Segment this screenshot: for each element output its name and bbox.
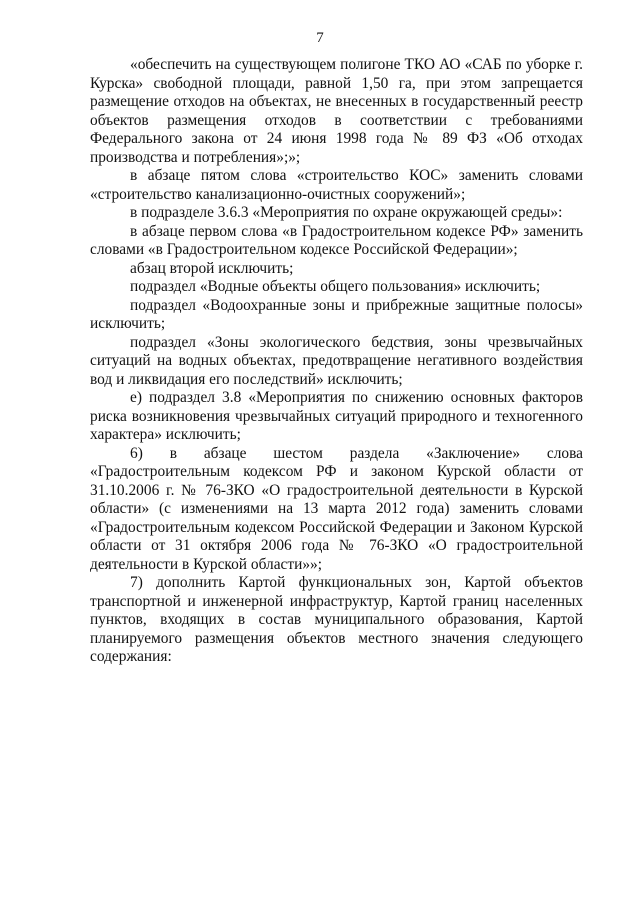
- paragraph-8: подраздел «Зоны экологического бедствия, зоны чрезвычайных ситуаций на водных объектах, предотвращение негативного воздействия вод и ликвидация его последствий» исключить;: [90, 333, 583, 388]
- document-body: [90, 56, 583, 667]
- page-number: 7: [316, 30, 324, 46]
- paragraph-10: 6) в абзаце шестом раздела «Заключение» слова «Градостроительным кодексом РФ и законом Курской области от 31.10.2006 г. № 76-ЗКО «О градостроительной деятельности в Курской области» (с изменениями на 13 марта 2012 года) заменить словами «Градостроительным кодексом Российской Федерации и Законом Курской области от 31 октября 2006 года № 76-ЗКО «О градостроительной деятельности в Курской области»»;: [90, 444, 583, 573]
- paragraph-11: 7) дополнить Картой функциональных зон, Картой объектов транспортной и инженерной инфраструктур, Картой границ населенных пунктов, входящих в состав муниципального образования, Картой планируемого размещения объектов местного значения следующего содержания:: [90, 574, 583, 665]
- paragraph-2: в абзаце пятом слова «строительство КОС» заменить словами «строительство канализационно-очистных сооружений»;: [90, 167, 583, 203]
- paragraph-1: «обеспечить на существующем полигоне ТКО АО «САБ по уборке г. Курска» свободной площади, равной 1,50 га, при этом запрещается размещение отходов на объектах, не внесенных в государственный реестр объектов размещения отходов в соответствии с требованиями Федерального закона от 24 июня 1998 года № 89 ФЗ «Об отходах производства и потребления»;»;: [90, 56, 583, 166]
- paragraph-4: в абзаце первом слова «в Градостроительном кодексе РФ» заменить словами «в Градостроительном кодексе Российской Федерации»;: [90, 222, 583, 258]
- paragraph-9: е) подраздел 3.8 «Мероприятия по снижению основных факторов риска возникновения чрезвычайных ситуаций природного и техногенного характера» исключить;: [90, 389, 583, 443]
- paragraph-6: подраздел «Водные объекты общего пользования» исключить;: [130, 278, 541, 295]
- paragraph-7: подраздел «Водоохранные зоны и прибрежные защитные полосы» исключить;: [90, 296, 583, 332]
- paragraph-5: абзац второй исключить;: [130, 259, 294, 277]
- paragraph-3: в подразделе 3.6.3 «Мероприятия по охране окружающей среды»:: [130, 204, 563, 221]
